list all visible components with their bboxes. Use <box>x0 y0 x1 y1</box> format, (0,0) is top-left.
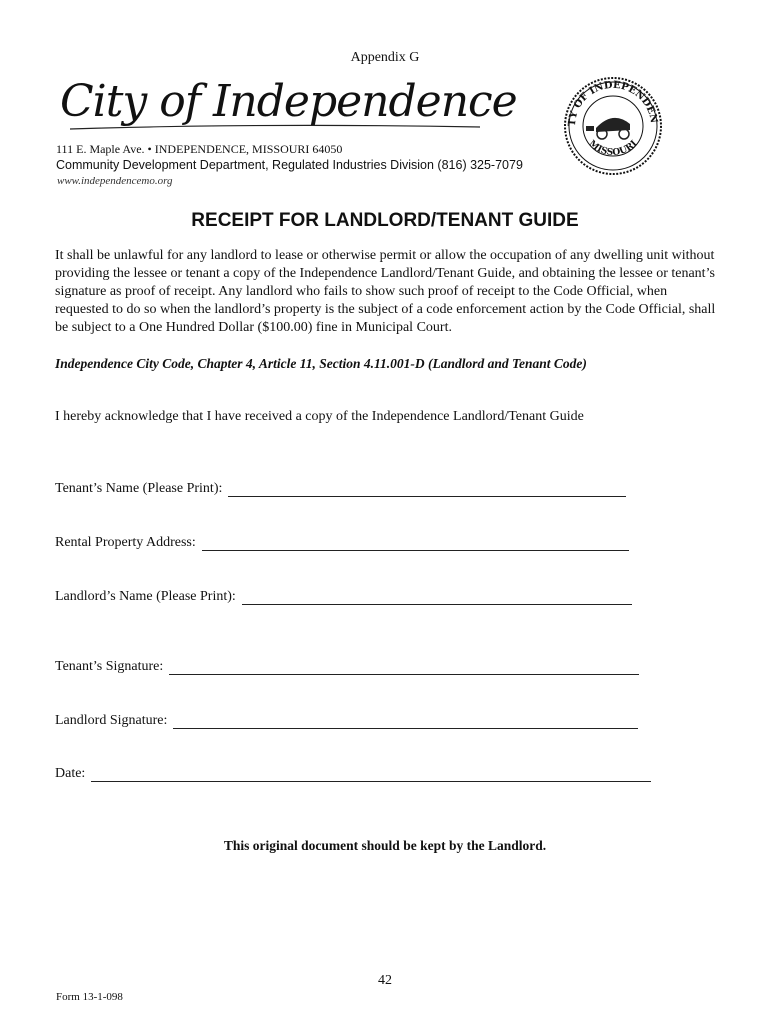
property-address-field[interactable] <box>55 535 629 551</box>
page-title: RECEIPT FOR LANDLORD/TENANT GUIDE <box>191 210 579 231</box>
address-line: 111 E. Maple Ave. • INDEPENDENCE, MISSOURI 64050 <box>56 142 343 156</box>
legal-paragraph: It shall be unlawful for any landlord to lease or otherwise permit or allow the occupation of any dwelling unit without providing the lessee or tenant a copy of the Independence Landlord/Tenant Guide, and obtaining the lessee or tenant’s signature as proof of receipt. Any landlord who fails to show such proof of receipt to the Code Official, when requested to do so when the landlord’s property is the subject of a code enforcement action by the Code Official, shall be subject to a One Hundred Dollar ($100.00) fine in Municipal Court. <box>55 248 716 335</box>
tenant-name-field[interactable] <box>55 481 626 497</box>
city-logo-text: City of Independence <box>60 76 517 127</box>
landlord-notice: This original document should be kept by the Landlord. <box>223 838 547 853</box>
appendix-label: Appendix G <box>350 50 420 65</box>
property-address-label: Rental Property Address: <box>55 535 196 550</box>
city-seal <box>558 76 668 181</box>
tenant-signature-label: Tenant’s Signature: <box>55 659 164 674</box>
seal-bottom-text: MISSOURI <box>586 138 640 159</box>
tenant-signature-field[interactable] <box>55 659 639 675</box>
department-line: Community Development Department, Regulated Industries Division (816) 325-7079 <box>56 158 523 172</box>
tenant-name-label: Tenant’s Name (Please Print): <box>55 481 223 496</box>
date-field[interactable] <box>55 766 651 782</box>
landlord-name-label: Landlord’s Name (Please Print): <box>55 589 236 604</box>
seal-ring-text: TY OF INDEPENDEN <box>566 79 660 127</box>
date-label: Date: <box>55 766 86 781</box>
tenant-name-line[interactable] <box>228 482 626 497</box>
code-citation: Independence City Code, Chapter 4, Article 11, Section 4.11.001-D (Landlord and Tenant Code) <box>55 356 587 371</box>
form-number: Form 13-1-098 <box>56 991 123 1003</box>
landlord-signature-field[interactable] <box>55 713 638 729</box>
acknowledgement-text: I hereby acknowledge that I have received a copy of the Independence Landlord/Tenant Guide <box>55 409 584 424</box>
website-link[interactable]: www.independencemo.org <box>57 175 173 187</box>
city-logo <box>60 76 517 135</box>
page-number: 42 <box>378 973 392 988</box>
landlord-name-line[interactable] <box>242 590 632 605</box>
landlord-signature-line[interactable] <box>173 714 638 729</box>
date-line[interactable] <box>91 767 651 782</box>
property-address-line[interactable] <box>202 536 629 551</box>
tenant-signature-line[interactable] <box>169 660 639 675</box>
landlord-name-field[interactable] <box>55 589 632 605</box>
seal-graphic <box>558 76 668 176</box>
landlord-signature-label: Landlord Signature: <box>55 713 168 728</box>
